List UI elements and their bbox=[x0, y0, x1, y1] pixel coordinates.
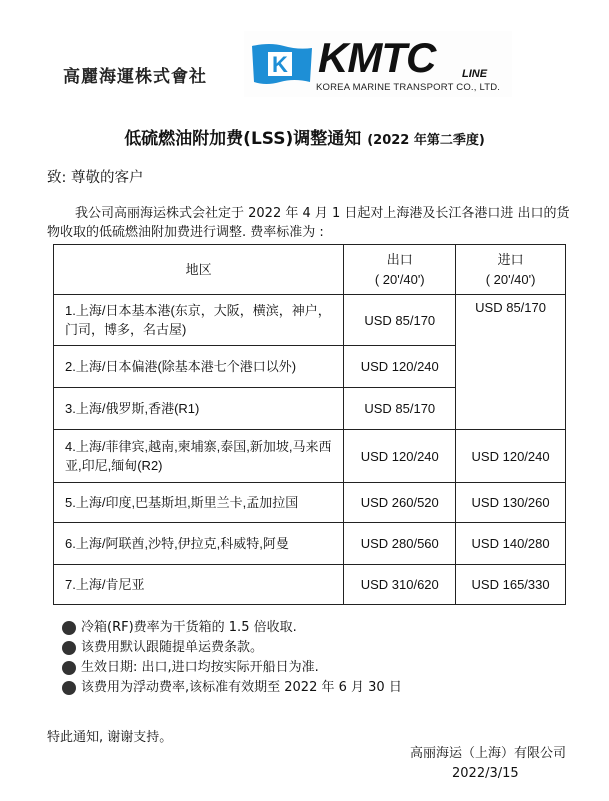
note-item bbox=[62, 678, 402, 698]
greeting: 致: 尊敬的客户 bbox=[47, 170, 144, 186]
note-text: 生效日期: 出口,进口均按实际开船日为准. bbox=[81, 660, 319, 675]
export-rate: USD 120/240 bbox=[344, 346, 456, 388]
region-cell: 5.上海/印度,巴基斯坦,斯里兰卡,孟加拉国 bbox=[54, 483, 344, 523]
header-export-unit: ( 20'/40') bbox=[374, 271, 425, 287]
header-export bbox=[344, 245, 456, 295]
header-import-label: 进口 bbox=[497, 251, 524, 267]
bullet-icon bbox=[62, 661, 76, 675]
region-cell: 2.上海/日本偏港(除基本港七个港口以外) bbox=[54, 346, 344, 388]
note-text: 该费用默认跟随提单运费条款。 bbox=[81, 640, 264, 655]
table-row bbox=[54, 295, 566, 346]
import-rate: USD 120/240 bbox=[456, 430, 566, 483]
region-cell: 3.上海/俄罗斯,香港(R1) bbox=[54, 388, 344, 430]
header-region: 地区 bbox=[54, 245, 344, 295]
region-cell: 7.上海/肯尼亚 bbox=[54, 565, 344, 605]
table-row bbox=[54, 523, 566, 565]
closing-text: 特此通知, 谢谢支持。 bbox=[47, 730, 173, 745]
export-rate: USD 85/170 bbox=[344, 295, 456, 346]
title-main: 低硫燃油附加费(LSS)调整通知 bbox=[124, 129, 362, 149]
note-item bbox=[62, 618, 402, 638]
signature-company: 高丽海运（上海）有限公司 bbox=[410, 746, 567, 761]
region-cell: 4.上海/菲律宾,越南,柬埔寨,泰国,新加坡,马来西亚,印尼,缅甸(R2) bbox=[54, 430, 344, 483]
note-item bbox=[62, 638, 402, 658]
svg-text:K: K bbox=[272, 52, 288, 77]
export-rate: USD 120/240 bbox=[344, 430, 456, 483]
signature-date: 2022/3/15 bbox=[452, 766, 519, 781]
export-rate: USD 280/560 bbox=[344, 523, 456, 565]
table-row bbox=[54, 483, 566, 523]
header-import-unit: ( 20'/40') bbox=[485, 271, 536, 287]
region-cell: 1.上海/日本基本港(东京，大阪，横滨，神户，门司，博多，名古屋) bbox=[54, 295, 344, 346]
bullet-icon bbox=[62, 681, 76, 695]
export-rate: USD 85/170 bbox=[344, 388, 456, 430]
note-text: 冷箱(RF)费率为干货箱的 1.5 倍收取. bbox=[81, 620, 297, 635]
lss-rates-table bbox=[53, 244, 566, 605]
table-header-row bbox=[54, 245, 566, 295]
intro-paragraph: 我公司高丽海运株式会社定于 2022 年 4 月 1 日起对上海港及长江各港口进 出口的货物收取的低硫燃油附加费进行调整. 费率标准为 : bbox=[47, 206, 570, 240]
region-cell: 6.上海/阿联酋,沙特,伊拉克,科威特,阿曼 bbox=[54, 523, 344, 565]
import-rate-merged: USD 85/170 bbox=[456, 295, 566, 430]
bullet-icon bbox=[62, 621, 76, 635]
kmtc-subtitle: KOREA MARINE TRANSPORT CO., LTD. bbox=[316, 82, 501, 93]
kmtc-flag-icon bbox=[250, 42, 314, 86]
kmtc-line-text: LINE bbox=[462, 68, 488, 80]
import-rate: USD 140/280 bbox=[456, 523, 566, 565]
import-rate: USD 165/330 bbox=[456, 565, 566, 605]
bullet-icon bbox=[62, 641, 76, 655]
import-rate: USD 130/260 bbox=[456, 483, 566, 523]
export-rate: USD 260/520 bbox=[344, 483, 456, 523]
kmtc-brand-text: KMTC bbox=[318, 34, 436, 81]
header-import bbox=[456, 245, 566, 295]
title-suffix: (2022 年第二季度) bbox=[367, 133, 485, 148]
export-rate: USD 310/620 bbox=[344, 565, 456, 605]
company-cjk-name: 高麗海運株式會社 bbox=[63, 67, 207, 87]
note-text: 该费用为浮动费率,该标准有效期至 2022 年 6 月 30 日 bbox=[81, 680, 402, 695]
table-row bbox=[54, 565, 566, 605]
document-title bbox=[0, 124, 609, 149]
header-export-label: 出口 bbox=[386, 251, 413, 267]
note-item bbox=[62, 658, 402, 678]
table-row bbox=[54, 430, 566, 483]
notes-list bbox=[62, 618, 402, 698]
